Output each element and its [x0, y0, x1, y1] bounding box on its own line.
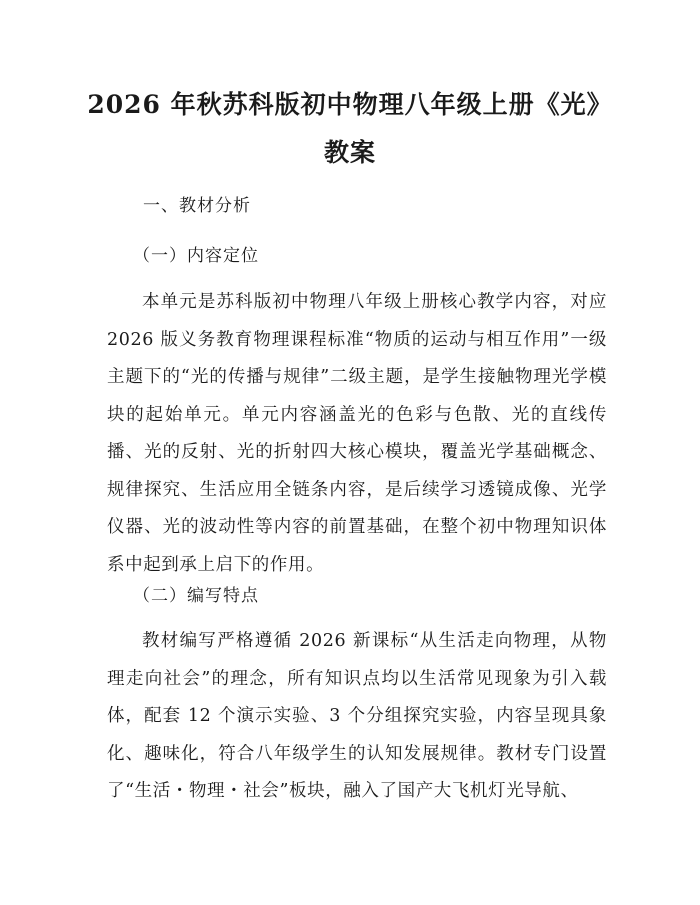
- subsection-heading-content-positioning: （一）内容定位: [133, 246, 259, 266]
- subsection-heading-writing-features: （二）编写特点: [133, 586, 259, 606]
- section-heading-textbook-analysis: 一、教材分析: [143, 196, 251, 216]
- paragraph-content-positioning: 本单元是苏科版初中物理八年级上册核心教学内容，对应2026 版义务教育物理课程标准“物质的运动与相互作用”一级主题下的“光的传播与规律”二级主题，是学生接触物理光学模块的起始单元。单元内容涵盖光的色彩与色散、光的直线传播、光的反射、光的折射四大核心模块，覆盖光学基础概念、规律探究、生活应用全链条内容，是后续学习透镜成像、光学仪器、光的波动性等内容的前置基础，在整个初中物理知识体系中起到承上启下的作用。: [107, 292, 607, 575]
- document-title-line2: 教案: [323, 138, 376, 167]
- document-title-line1: 2026 年秋苏科版初中物理八年级上册《光》: [87, 90, 613, 119]
- paragraph-writing-features: 教材编写严格遵循 2026 新课标“从生活走向物理，从物理走向社会”的理念，所有知识点均以生活常见现象为引入载体，配套 12 个演示实验、3 个分组探究实验，内容呈现具象化、趣味化，符合八年级学生的认知发展规律。教材专门设置了“生活・物理・社会”板块，融入了国产大飞机灯光导航、: [107, 631, 607, 801]
